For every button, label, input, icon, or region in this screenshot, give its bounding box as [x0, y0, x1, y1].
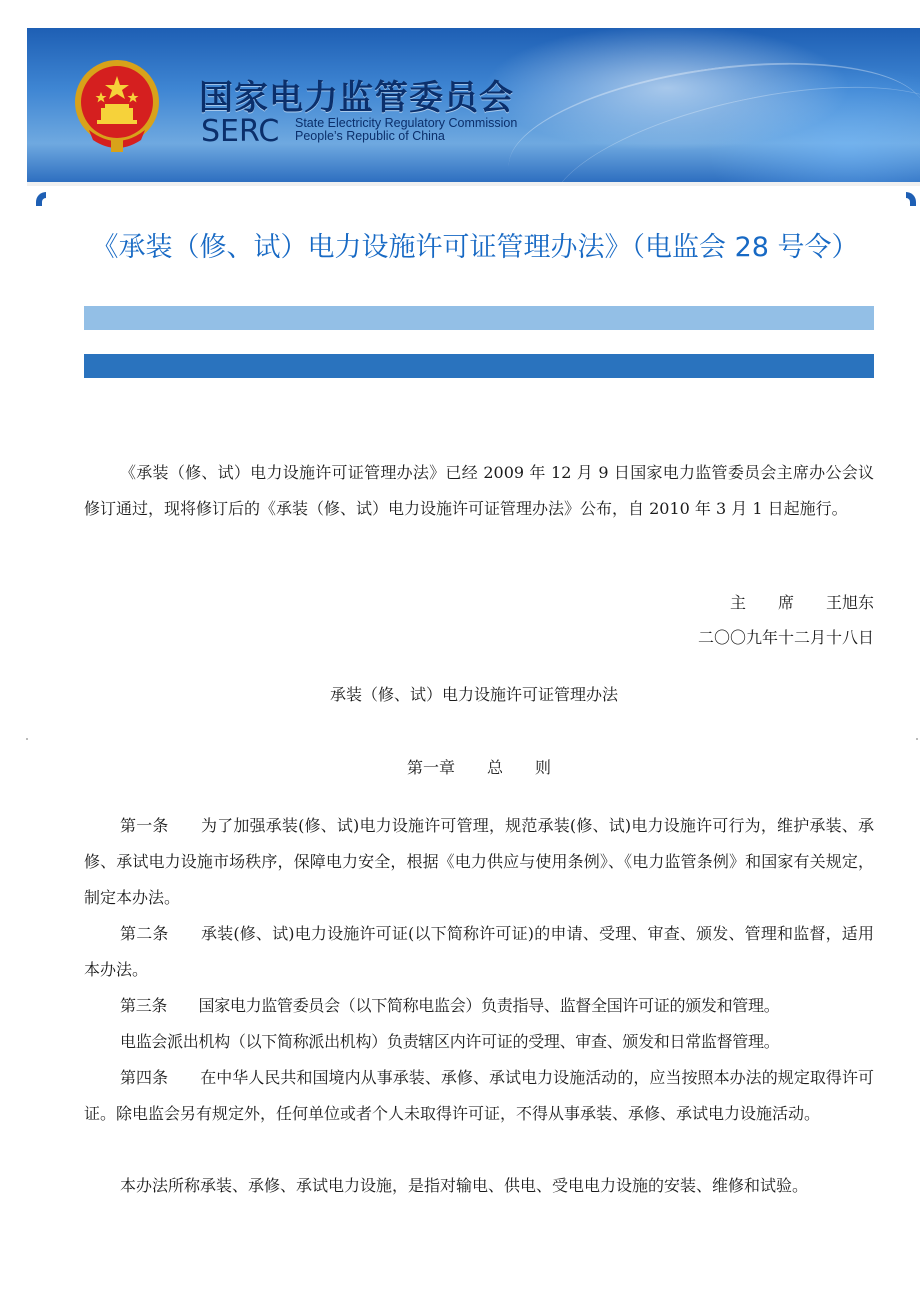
article-2: 第二条 承装(修、试)电力设施许可证(以下简称许可证)的申请、受理、审查、颁发、管理和监督，适用本办法。 — [84, 924, 874, 979]
title-bar-dark — [84, 354, 874, 378]
regulation-title: 承装（修、试）电力设施许可证管理办法 — [329, 685, 618, 704]
notice-paragraph: 《承装（修、试）电力设施许可证管理办法》已经 2009 年 12 月 9 日国家电力监管委员会主席办公会议修订通过，现将修订后的《承装（修、试）电力设施许可证管理办法》公布，自 2010 年 3 月 1 日起施行。 — [84, 463, 874, 518]
article-4-para-2: 本办法所称承装、承修、承试电力设施，是指对输电、供电、受电电力设施的安装、维修和试验。 — [120, 1176, 809, 1195]
sign-date: 二〇〇九年十二月十八日 — [697, 628, 874, 647]
header-banner — [27, 28, 920, 182]
document-title: 《承装（修、试）电力设施许可证管理办法》（电监会 28 号令） — [91, 232, 859, 263]
org-abbreviation: SERC — [201, 114, 280, 149]
article-4: 第四条 在中华人民共和国境内从事承装、承修、承试电力设施活动的，应当按照本办法的规定取得许可证。除电监会另有规定外，任何单位或者个人未取得许可证，不得从事承装、承修、承试电力设施活动。 — [84, 1068, 874, 1123]
article-3: 第三条 国家电力监管委员会（以下简称电监会）负责指导、监督全国许可证的颁发和管理。 — [120, 996, 780, 1015]
chapter-heading: 第一章 总 则 — [406, 758, 551, 777]
page-margin-mark — [26, 738, 28, 740]
page-margin-mark — [916, 738, 918, 740]
national-emblem-icon — [71, 56, 163, 156]
frame-corner — [906, 192, 916, 206]
signatory: 主 席 王旭东 — [729, 593, 874, 612]
article-3-para-2: 电监会派出机构（以下简称派出机构）负责辖区内许可证的受理、审查、颁发和日常监督管理。 — [120, 1032, 780, 1051]
banner-divider — [27, 182, 920, 186]
org-country-en: People’s Republic of China — [295, 129, 445, 143]
frame-corner — [36, 192, 46, 206]
org-name-en: State Electricity Regulatory Commission — [295, 116, 518, 130]
article-1: 第一条 为了加强承装(修、试)电力设施许可管理，规范承装(修、试)电力设施许可行为，维护承装、承修、承试电力设施市场秩序，保障电力安全，根据《电力供应与使用条例》、《电力监管条例》和国家有关规定，制定本办法。 — [84, 816, 874, 907]
org-name-cn: 国家电力监管委员会 — [199, 78, 514, 118]
title-bar-light — [84, 306, 874, 330]
